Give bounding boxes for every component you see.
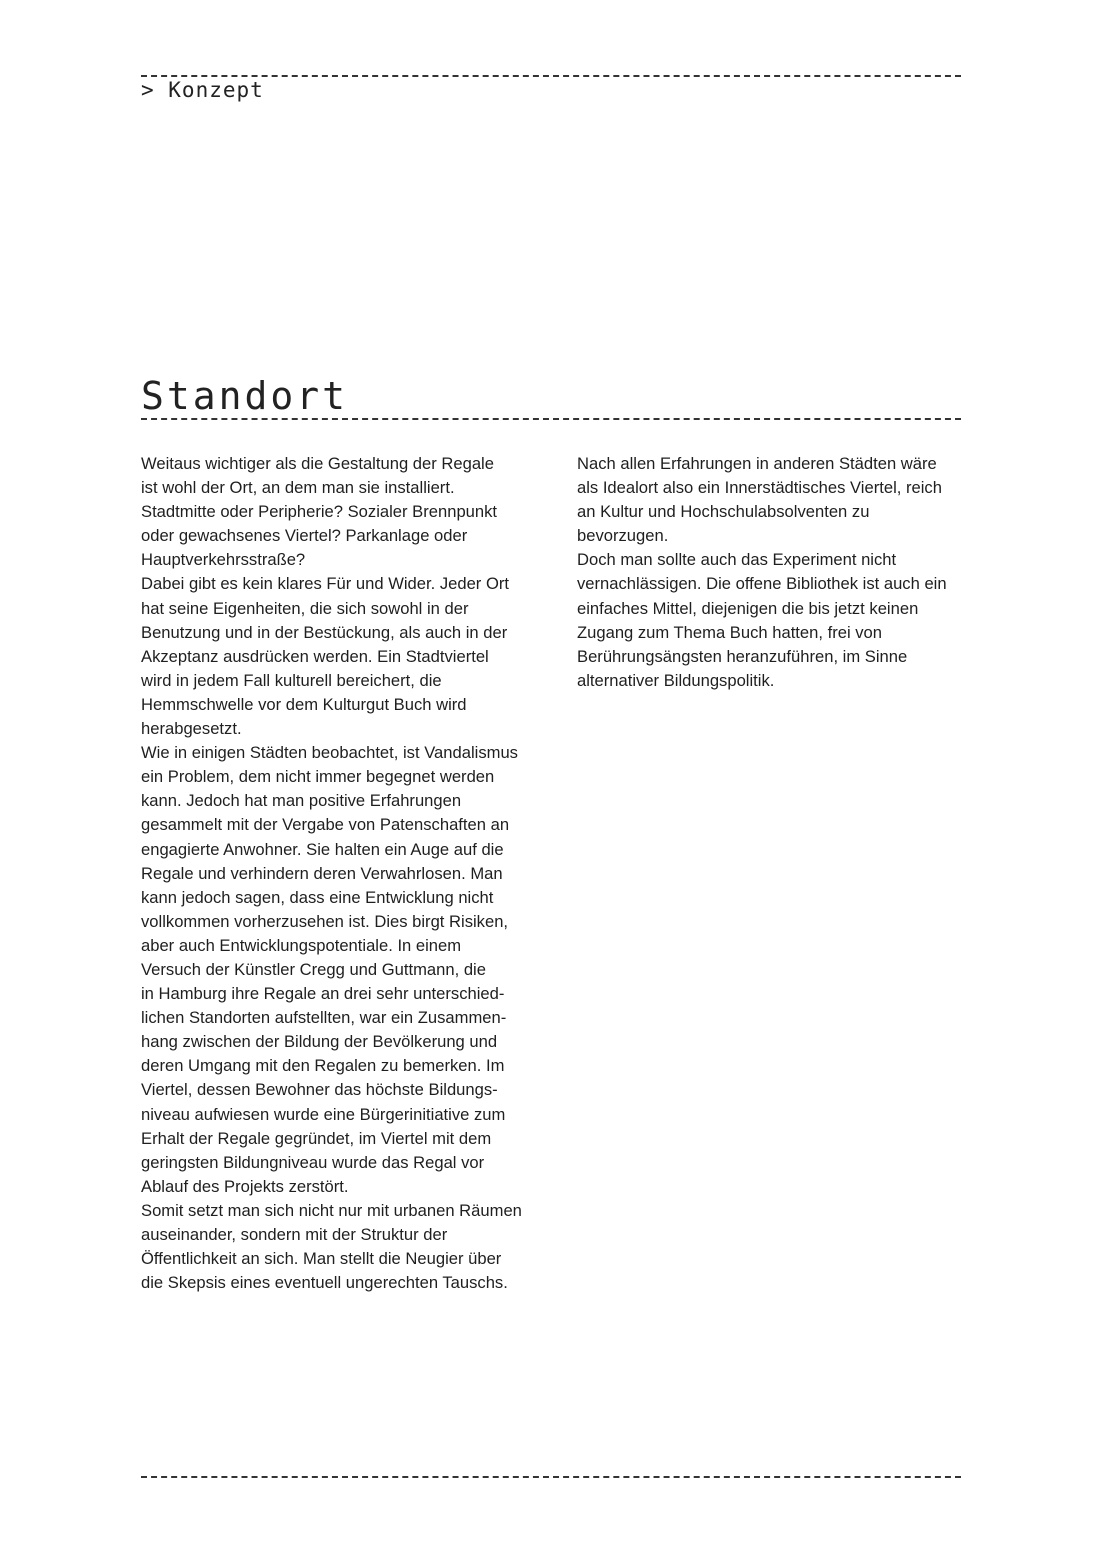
text-line: einfaches Mittel, diejenigen die bis jetzt keinen (577, 598, 919, 618)
text-line: als Idealort also ein Innerstädtisches Viertel, reich (577, 478, 942, 498)
text-line: Somit setzt man sich nicht nur mit urbanen Räumen (141, 1200, 522, 1220)
text-line: Wie in einigen Städten beobachtet, ist Vandalismus (141, 743, 518, 763)
text-line: Nach allen Erfahrungen in anderen Städten wäre (577, 454, 937, 473)
text-line: herabgesetzt. (141, 719, 242, 739)
title-dashed-rule (141, 418, 961, 420)
text-line: gesammelt mit der Vergabe von Patenschaften an (141, 815, 510, 835)
text-line: deren Umgang mit den Regalen zu bemerken. Im (141, 1056, 505, 1076)
text-line: an Kultur und Hochschulabsolventen zu (577, 502, 870, 522)
top-dashed-rule (141, 75, 961, 77)
text-line: Regale und verhindern deren Verwahrlosen. Man (141, 863, 503, 883)
text-line: ist wohl der Ort, an dem man sie installiert. (141, 478, 455, 498)
text-line: vernachlässigen. Die offene Bibliothek ist auch ein (577, 574, 947, 594)
text-line: oder gewachsenes Viertel? Parkanlage oder (141, 526, 468, 546)
page-title: Standort (141, 374, 349, 418)
text-line: hang zwischen der Bildung der Bevölkerung und (141, 1032, 498, 1052)
text-line: lichen Standorten aufstellten, war ein Zusammen- (141, 1008, 507, 1028)
text-line: Öffentlichkeit an sich. Man stellt die Neugier über (141, 1249, 502, 1269)
text-line: auseinander, sondern mit der Struktur der (141, 1225, 448, 1244)
text-line: kann. Jedoch hat man positive Erfahrungen (141, 791, 462, 811)
body-column-right (577, 452, 972, 693)
body-column-left (141, 452, 536, 1295)
text-line: Hauptverkehrsstraße? (141, 550, 306, 570)
text-line: Stadtmitte oder Peripherie? Sozialer Brennpunkt (141, 502, 498, 522)
text-line: ein Problem, dem nicht immer begegnet werden (141, 767, 495, 787)
text-line: Versuch der Künstler Cregg und Guttmann, die (141, 959, 486, 979)
text-line: Zugang zum Thema Buch hatten, frei von (577, 622, 883, 642)
text-line: geringsten Bildungniveau wurde das Regal vor (141, 1152, 485, 1172)
text-line: Erhalt der Regale gegründet, im Viertel mit dem (141, 1128, 492, 1148)
text-line: Benutzung und in der Bestückung, als auch in der (141, 622, 508, 642)
text-line: bevorzugen. (577, 526, 669, 546)
text-line: kann jedoch sagen, dass eine Entwicklung nicht (141, 887, 494, 907)
text-line: hat seine Eigenheiten, die sich sowohl in der (141, 598, 469, 618)
text-line: wird in jedem Fall kulturell bereichert, die (141, 670, 442, 690)
text-line: vollkommen vorherzusehen ist. Dies birgt Risiken, (141, 911, 509, 931)
text-line: Hemmschwelle vor dem Kulturgut Buch wird (141, 694, 467, 714)
text-line: Dabei gibt es kein klares Für und Wider. Jeder Ort (141, 574, 509, 594)
section-label: > Konzept (141, 78, 264, 102)
text-line: Akzeptanz ausdrücken werden. Ein Stadtviertel (141, 646, 489, 666)
text-line: alternativer Bildungspolitik. (577, 670, 775, 690)
text-line: in Hamburg ihre Regale an drei sehr unterschied- (141, 984, 505, 1004)
text-line: engagierte Anwohner. Sie halten ein Auge auf die (141, 839, 504, 859)
bottom-dashed-rule (141, 1476, 961, 1478)
text-line: die Skepsis eines eventuell ungerechten Tauschs. (141, 1273, 508, 1293)
text-line: Berührungsängsten heranzuführen, im Sinne (577, 646, 908, 666)
text-line: Ablauf des Projekts zerstört. (141, 1176, 349, 1196)
text-line: Doch man sollte auch das Experiment nicht (577, 550, 897, 570)
text-line: Viertel, dessen Bewohner das höchste Bildungs- (141, 1080, 498, 1100)
text-line: niveau aufwiesen wurde eine Bürgerinitiative zum (141, 1104, 506, 1124)
text-line: Weitaus wichtiger als die Gestaltung der Regale (141, 454, 494, 473)
text-line: aber auch Entwicklungspotentiale. In einem (141, 935, 462, 955)
